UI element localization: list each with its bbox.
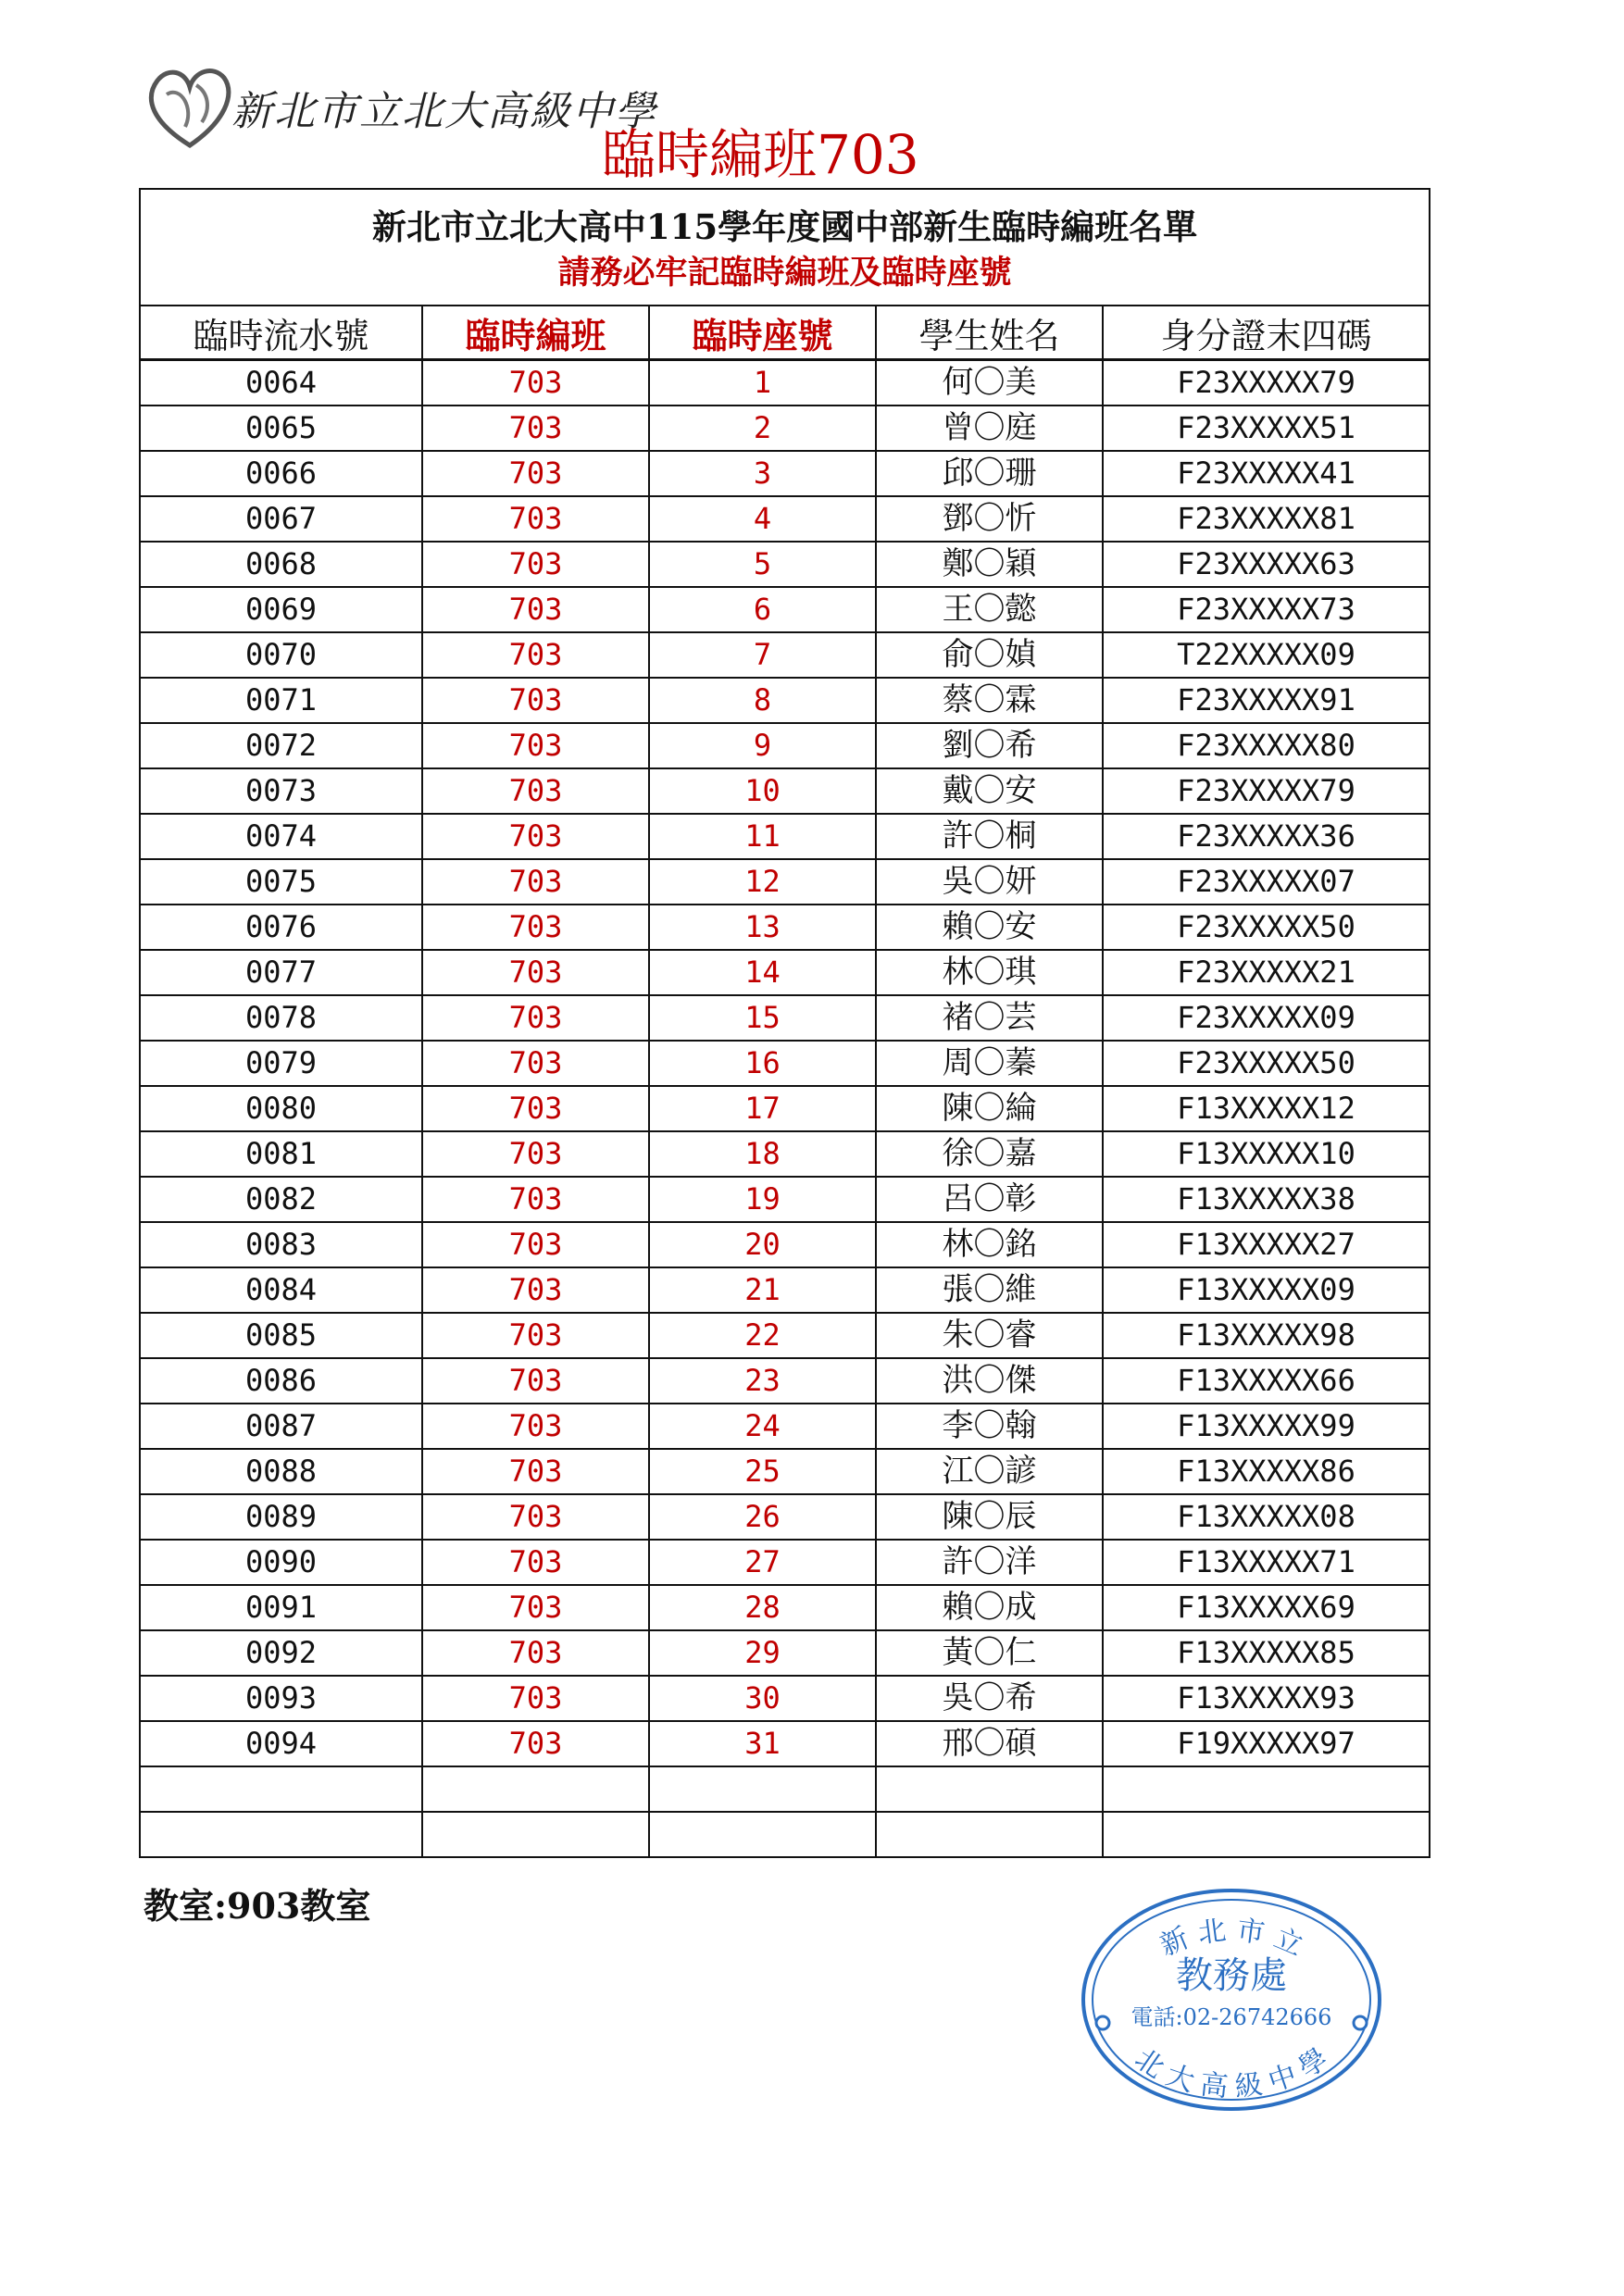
seal-phone: 電話:02-26742666 (1131, 2004, 1332, 2030)
cell-seat: 13 (649, 905, 876, 950)
cell-id (1103, 1766, 1429, 1812)
cell-name: 鄧〇忻 (876, 496, 1103, 542)
cell-id: F13XXXXX99 (1103, 1404, 1429, 1449)
seal-arc-top: 新 北 市 立 (1155, 1914, 1308, 1963)
cell-name: 曾〇庭 (876, 406, 1103, 451)
column-header-class: 臨時編班 (422, 306, 649, 360)
cell-id: F13XXXXX71 (1103, 1540, 1429, 1585)
cell-name: 蔡〇霖 (876, 678, 1103, 723)
roster-table (141, 306, 1429, 1856)
cell-seat: 2 (649, 406, 876, 451)
cell-class (422, 1812, 649, 1856)
cell-seat: 15 (649, 995, 876, 1041)
roster-notice: 請務必牢記臨時編班及臨時座號 (557, 254, 1012, 292)
cell-class: 703 (422, 1086, 649, 1131)
cell-id: F13XXXXX66 (1103, 1358, 1429, 1404)
cell-seat: 20 (649, 1222, 876, 1267)
cell-id: F13XXXXX08 (1103, 1494, 1429, 1540)
cell-seat: 22 (649, 1313, 876, 1358)
cell-name: 陳〇辰 (876, 1494, 1103, 1540)
column-header-name: 學生姓名 (876, 306, 1103, 360)
table-row (141, 587, 1429, 632)
cell-seat: 31 (649, 1721, 876, 1766)
cell-class: 703 (422, 1313, 649, 1358)
cell-name: 邢〇碩 (876, 1721, 1103, 1766)
cell-seat: 14 (649, 950, 876, 995)
cell-seat: 25 (649, 1449, 876, 1494)
cell-class: 703 (422, 1494, 649, 1540)
cell-serial: 0076 (141, 905, 422, 950)
cell-id: F23XXXXX50 (1103, 905, 1429, 950)
cell-id (1103, 1812, 1429, 1856)
roster-header (141, 190, 1429, 306)
cell-name: 林〇銘 (876, 1222, 1103, 1267)
table-row (141, 542, 1429, 587)
cell-id: F19XXXXX97 (1103, 1721, 1429, 1766)
table-row (141, 1404, 1429, 1449)
cell-seat: 6 (649, 587, 876, 632)
cell-seat: 27 (649, 1540, 876, 1585)
cell-seat: 18 (649, 1131, 876, 1177)
cell-class: 703 (422, 542, 649, 587)
cell-seat: 30 (649, 1676, 876, 1721)
cell-id: F13XXXXX86 (1103, 1449, 1429, 1494)
cell-id: F13XXXXX85 (1103, 1630, 1429, 1676)
cell-id: F13XXXXX09 (1103, 1267, 1429, 1313)
cell-serial: 0068 (141, 542, 422, 587)
cell-seat: 11 (649, 814, 876, 859)
table-row (141, 1449, 1429, 1494)
cell-serial: 0072 (141, 723, 422, 768)
cell-id: F13XXXXX98 (1103, 1313, 1429, 1358)
table-row (141, 1358, 1429, 1404)
cell-serial: 0093 (141, 1676, 422, 1721)
table-row (141, 1676, 1429, 1721)
cell-name: 吳〇妍 (876, 859, 1103, 905)
cell-id: F23XXXXX79 (1103, 768, 1429, 814)
table-row (141, 1540, 1429, 1585)
cell-serial: 0085 (141, 1313, 422, 1358)
cell-class (422, 1766, 649, 1812)
cell-seat (649, 1766, 876, 1812)
table-row (141, 1721, 1429, 1766)
table-row (141, 1131, 1429, 1177)
cell-seat: 10 (649, 768, 876, 814)
cell-seat: 9 (649, 723, 876, 768)
cell-id: F13XXXXX93 (1103, 1676, 1429, 1721)
cell-seat: 3 (649, 451, 876, 496)
column-header-id: 身分證末四碼 (1103, 306, 1429, 360)
cell-id: F23XXXXX73 (1103, 587, 1429, 632)
cell-seat (649, 1812, 876, 1856)
cell-class: 703 (422, 360, 649, 406)
cell-class: 703 (422, 1404, 649, 1449)
table-row (141, 1222, 1429, 1267)
cell-id: F23XXXXX79 (1103, 360, 1429, 406)
cell-serial: 0088 (141, 1449, 422, 1494)
cell-serial: 0081 (141, 1131, 422, 1177)
table-row (141, 859, 1429, 905)
cell-class: 703 (422, 1222, 649, 1267)
cell-name: 洪〇傑 (876, 1358, 1103, 1404)
table-row (141, 1766, 1429, 1812)
cell-name: 林〇琪 (876, 950, 1103, 995)
page-title: 臨時編班703 (602, 123, 919, 186)
cell-class: 703 (422, 995, 649, 1041)
cell-name: 陳〇綸 (876, 1086, 1103, 1131)
cell-name: 張〇維 (876, 1267, 1103, 1313)
cell-name: 許〇洋 (876, 1540, 1103, 1585)
cell-id: F23XXXXX41 (1103, 451, 1429, 496)
cell-serial: 0080 (141, 1086, 422, 1131)
cell-id: F23XXXXX07 (1103, 859, 1429, 905)
cell-serial: 0084 (141, 1267, 422, 1313)
cell-id: F23XXXXX50 (1103, 1041, 1429, 1086)
cell-seat: 1 (649, 360, 876, 406)
cell-name: 邱〇珊 (876, 451, 1103, 496)
cell-id: T22XXXXX09 (1103, 632, 1429, 678)
cell-seat: 8 (649, 678, 876, 723)
table-row (141, 678, 1429, 723)
cell-class: 703 (422, 1449, 649, 1494)
heart-logo-icon (139, 57, 241, 159)
table-row (141, 406, 1429, 451)
seal-office: 教務處 (1176, 1954, 1287, 1997)
cell-seat: 28 (649, 1585, 876, 1630)
table-row (141, 768, 1429, 814)
cell-name (876, 1812, 1103, 1856)
cell-seat: 24 (649, 1404, 876, 1449)
cell-id: F13XXXXX27 (1103, 1222, 1429, 1267)
cell-class: 703 (422, 678, 649, 723)
cell-class: 703 (422, 587, 649, 632)
table-row (141, 496, 1429, 542)
cell-class: 703 (422, 496, 649, 542)
cell-serial: 0077 (141, 950, 422, 995)
cell-class: 703 (422, 859, 649, 905)
cell-serial: 0064 (141, 360, 422, 406)
table-row (141, 1585, 1429, 1630)
cell-seat: 17 (649, 1086, 876, 1131)
cell-class: 703 (422, 814, 649, 859)
cell-seat: 26 (649, 1494, 876, 1540)
cell-id: F13XXXXX38 (1103, 1177, 1429, 1222)
cell-class: 703 (422, 406, 649, 451)
cell-seat: 4 (649, 496, 876, 542)
cell-class: 703 (422, 723, 649, 768)
cell-name: 賴〇成 (876, 1585, 1103, 1630)
cell-serial: 0070 (141, 632, 422, 678)
cell-name: 李〇翰 (876, 1404, 1103, 1449)
seal-flower-left-icon (1096, 2016, 1109, 2029)
cell-serial: 0086 (141, 1358, 422, 1404)
cell-id: F23XXXXX91 (1103, 678, 1429, 723)
cell-id: F23XXXXX81 (1103, 496, 1429, 542)
cell-class: 703 (422, 950, 649, 995)
table-row (141, 950, 1429, 995)
cell-name: 褚〇芸 (876, 995, 1103, 1041)
cell-class: 703 (422, 1585, 649, 1630)
seal-arc-bottom: 北 大 高 級 中 學 (1129, 2042, 1334, 2104)
cell-id: F13XXXXX12 (1103, 1086, 1429, 1131)
cell-seat: 5 (649, 542, 876, 587)
table-row (141, 360, 1429, 406)
cell-seat: 29 (649, 1630, 876, 1676)
cell-seat: 23 (649, 1358, 876, 1404)
cell-class: 703 (422, 1267, 649, 1313)
cell-serial: 0091 (141, 1585, 422, 1630)
table-row (141, 1177, 1429, 1222)
cell-name: 朱〇睿 (876, 1313, 1103, 1358)
cell-name (876, 1766, 1103, 1812)
cell-name: 王〇懿 (876, 587, 1103, 632)
roster-title: 新北市立北大高中115學年度國中部新生臨時編班名單 (371, 206, 1198, 247)
cell-class: 703 (422, 1676, 649, 1721)
cell-class: 703 (422, 1630, 649, 1676)
cell-serial: 0067 (141, 496, 422, 542)
seal-flower-right-icon (1354, 2016, 1367, 2029)
column-header-row (141, 306, 1429, 360)
cell-serial: 0073 (141, 768, 422, 814)
cell-serial: 0087 (141, 1404, 422, 1449)
cell-id: F23XXXXX36 (1103, 814, 1429, 859)
cell-name: 何〇美 (876, 360, 1103, 406)
school-logo (139, 57, 657, 159)
cell-class: 703 (422, 1540, 649, 1585)
table-row (141, 1630, 1429, 1676)
cell-serial: 0079 (141, 1041, 422, 1086)
cell-serial: 0089 (141, 1494, 422, 1540)
cell-seat: 12 (649, 859, 876, 905)
table-row (141, 814, 1429, 859)
cell-id: F23XXXXX51 (1103, 406, 1429, 451)
table-row (141, 632, 1429, 678)
cell-seat: 21 (649, 1267, 876, 1313)
cell-seat: 7 (649, 632, 876, 678)
roster-table-frame (139, 188, 1430, 1858)
cell-serial: 0065 (141, 406, 422, 451)
cell-name: 俞〇媜 (876, 632, 1103, 678)
cell-name: 黃〇仁 (876, 1630, 1103, 1676)
table-row (141, 1267, 1429, 1313)
cell-serial (141, 1812, 422, 1856)
cell-name: 吳〇希 (876, 1676, 1103, 1721)
cell-id: F13XXXXX69 (1103, 1585, 1429, 1630)
cell-class: 703 (422, 632, 649, 678)
cell-id: F23XXXXX80 (1103, 723, 1429, 768)
table-row (141, 1812, 1429, 1856)
cell-id: F23XXXXX09 (1103, 995, 1429, 1041)
cell-serial: 0071 (141, 678, 422, 723)
table-row (141, 1313, 1429, 1358)
cell-name: 鄭〇穎 (876, 542, 1103, 587)
classroom-label: 教室:903教室 (144, 1885, 371, 1927)
cell-name: 周〇蓁 (876, 1041, 1103, 1086)
cell-class: 703 (422, 1358, 649, 1404)
cell-serial: 0075 (141, 859, 422, 905)
cell-serial: 0090 (141, 1540, 422, 1585)
cell-serial: 0083 (141, 1222, 422, 1267)
cell-seat: 16 (649, 1041, 876, 1086)
table-row (141, 1041, 1429, 1086)
column-header-serial: 臨時流水號 (141, 306, 422, 360)
column-header-seat: 臨時座號 (649, 306, 876, 360)
cell-serial: 0078 (141, 995, 422, 1041)
cell-class: 703 (422, 905, 649, 950)
table-row (141, 1086, 1429, 1131)
roster-body (141, 360, 1429, 1857)
table-row (141, 451, 1429, 496)
cell-name: 賴〇安 (876, 905, 1103, 950)
logo-text: 新北市立北大高級中學 (231, 88, 657, 135)
cell-serial: 0092 (141, 1630, 422, 1676)
cell-name: 呂〇彰 (876, 1177, 1103, 1222)
cell-name: 戴〇安 (876, 768, 1103, 814)
office-seal (1079, 1884, 1384, 2111)
cell-class: 703 (422, 1177, 649, 1222)
cell-class: 703 (422, 1721, 649, 1766)
cell-class: 703 (422, 451, 649, 496)
cell-name: 許〇桐 (876, 814, 1103, 859)
table-row (141, 723, 1429, 768)
cell-serial: 0066 (141, 451, 422, 496)
cell-serial: 0094 (141, 1721, 422, 1766)
cell-class: 703 (422, 1131, 649, 1177)
cell-serial: 0069 (141, 587, 422, 632)
cell-serial (141, 1766, 422, 1812)
cell-name: 徐〇嘉 (876, 1131, 1103, 1177)
cell-seat: 19 (649, 1177, 876, 1222)
cell-id: F23XXXXX21 (1103, 950, 1429, 995)
cell-name: 劉〇希 (876, 723, 1103, 768)
table-row (141, 905, 1429, 950)
table-row (141, 1494, 1429, 1540)
cell-class: 703 (422, 768, 649, 814)
cell-id: F13XXXXX10 (1103, 1131, 1429, 1177)
cell-serial: 0082 (141, 1177, 422, 1222)
cell-id: F23XXXXX63 (1103, 542, 1429, 587)
cell-class: 703 (422, 1041, 649, 1086)
cell-serial: 0074 (141, 814, 422, 859)
table-row (141, 995, 1429, 1041)
cell-name: 江〇諺 (876, 1449, 1103, 1494)
